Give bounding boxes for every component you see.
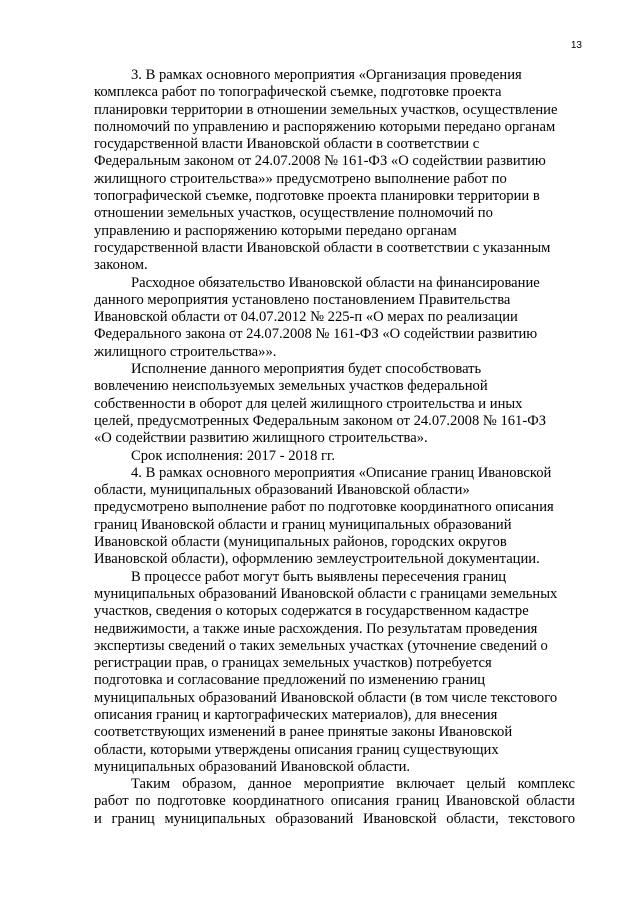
paragraph-execution: Исполнение данного мероприятия будет способствовать вовлечению неиспользуемых земельных участков федеральной собственности в оборот для целей жилищного строительства и иных целей, предусмотренных Федеральным законом от 24.07.2008 № 161-ФЗ «О содействии развитию жилищного строительства».	[94, 361, 547, 447]
paragraph-expense-obligation: Расходное обязательство Ивановской области на финансирование данного мероприятия установлено постановлением Правительства Ивановской области от 04.07.2012 № 225-п «О мерах по реализации Федерального закона от 24.07.2008 № 161-ФЗ «О содействии развитию жилищного строительства»».	[94, 274, 540, 360]
paragraph-conclusion: Таким образом, данное мероприятие включает целый комплекс работ по подготовке координатного описания границ Ивановской области и границ муниципальных образований Ивановской области, текстового	[94, 776, 575, 827]
paragraph-process: В процессе работ могут быть выявлены пересечения границ муниципальных образований Ивановской области с границами земельных участков, сведения о которых содержатся в государственном кадастре недвижимости, а также иные расхождения. По результатам проведения экспертизы сведений о таких земельных участках (уточнение сведений о регистрации прав, о границах земельных участков) потребуется подготовка и согласование предложений по изменению границ муниципальных образований Ивановской области (в том числе текстового описания границ и картографических материалов), для внесения соответствующих изменений в ранее принятые законы Ивановской области, которыми утверждены описания границ существующих муниципальных образований Ивановской области.	[94, 568, 558, 775]
paragraph-3: 3. В рамках основного мероприятия «Организация проведения комплекса работ по топографической съемке, подготовке проекта планировки территории в отношении земельных участков, осуществление полномочий по управлению и распоряжению которыми передано органам государственной власти Ивановской области в соответствии с Федеральным законом от 24.07.2008 № 161-ФЗ «О содействии развитию жилищного строительства»» предусмотрено выполнение работ по топографической съемке, подготовке проекта планировки территории в отношении земельных участков, осуществление полномочий по управлению и распоряжению которыми передано органам государственной власти Ивановской области в соответствии с указанным законом.	[94, 67, 558, 274]
page-number: 13	[570, 40, 582, 51]
document-body	[94, 67, 575, 828]
paragraph-4: 4. В рамках основного мероприятия «Описание границ Ивановской области, муниципальных образований Ивановской области» предусмотрено выполнение работ по подготовке координатного описания границ Ивановской области и границ муниципальных образований Ивановской области (муниципальных районов, городских округов Ивановской области), оформлению землеустроительной документации.	[94, 464, 554, 568]
paragraph-term: Срок исполнения: 2017 - 2018 гг.	[131, 447, 336, 464]
